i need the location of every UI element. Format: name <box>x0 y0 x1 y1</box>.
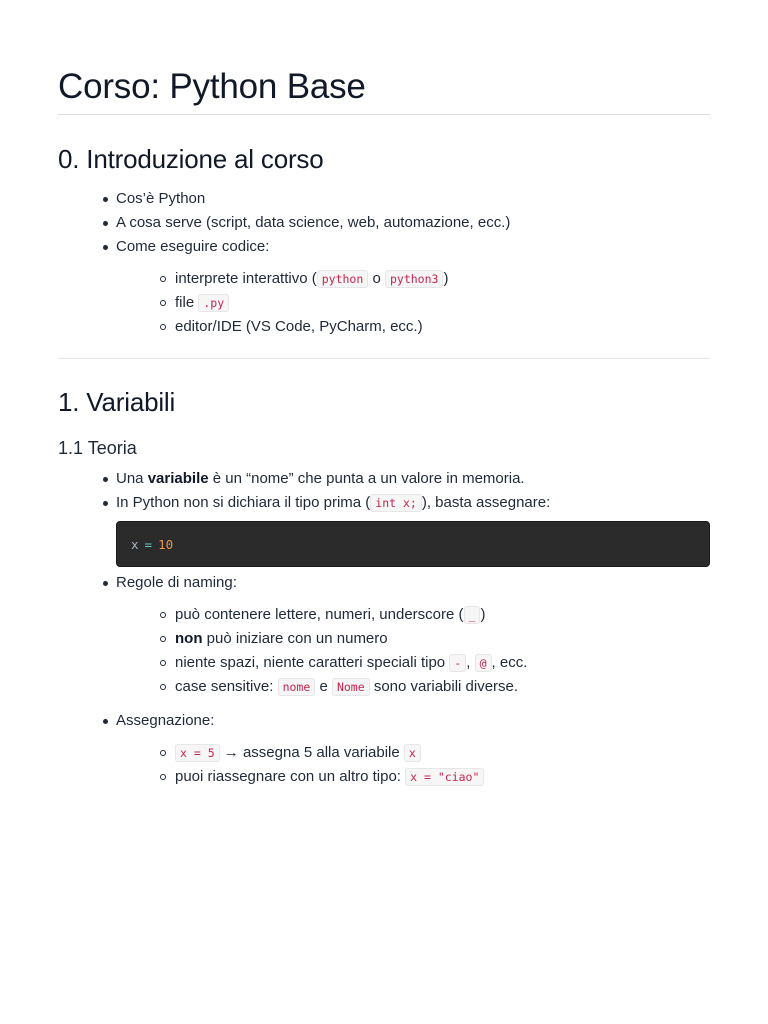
assign-text: puoi riassegnare con un altro tipo: <box>175 768 401 785</box>
rule-text: sono variabili diverse. <box>373 678 519 695</box>
assign-label: Assegnazione: <box>116 712 215 729</box>
naming-label: Regole di naming: <box>116 574 237 591</box>
rule-text: case sensitive: <box>175 678 274 695</box>
list-item <box>58 603 710 627</box>
inline-code: _ <box>464 606 481 624</box>
section-divider <box>58 358 710 359</box>
intro-item-text: A cosa serve (script, data science, web, automazione, ecc.) <box>116 214 511 231</box>
connector-text: o <box>372 270 381 287</box>
inline-code: Nome <box>332 678 370 696</box>
inline-code: - <box>449 654 466 672</box>
item-text: Una <box>116 470 144 487</box>
rule-text: può contenere lettere, numeri, underscore ( <box>175 606 464 623</box>
list-item <box>58 491 710 515</box>
intro-heading: 0. Introduzione al corso <box>58 144 324 174</box>
rule-text: , <box>466 654 471 671</box>
list-item <box>58 211 710 235</box>
inline-code: x <box>404 744 421 762</box>
title-rule <box>58 114 710 115</box>
list-item <box>58 267 710 291</box>
bold-term: non <box>175 630 203 647</box>
inline-code: int x; <box>370 494 422 512</box>
editor-text: editor/IDE (VS Code, PyCharm, ecc.) <box>175 318 423 335</box>
code-operator: = <box>144 536 153 552</box>
inline-code: x = "ciao" <box>405 768 484 786</box>
rule-text: , ecc. <box>491 654 528 671</box>
item-text: è un “nome” che punta a un valore in memoria. <box>212 470 525 487</box>
list-item <box>58 741 710 765</box>
list-item <box>58 235 710 339</box>
list-item <box>58 187 710 211</box>
naming-list <box>58 571 710 789</box>
inline-code: python <box>317 270 369 288</box>
rule-text: niente spazi, niente caratteri speciali tipo <box>175 654 446 671</box>
rule-text: ) <box>480 606 486 623</box>
theory-heading: 1.1 Teoria <box>58 438 137 458</box>
list-item <box>58 571 710 699</box>
list-item <box>58 651 710 675</box>
code-number: 10 <box>158 536 174 552</box>
inline-code: .py <box>198 294 229 312</box>
intro-list <box>58 187 710 339</box>
inline-code: nome <box>278 678 316 696</box>
list-item <box>58 675 710 699</box>
intro-item-text: Cos’è Python <box>116 190 206 207</box>
inline-code: x = 5 <box>175 744 220 762</box>
inline-code: @ <box>475 654 492 672</box>
intro-item-text: Come eseguire codice: <box>116 238 270 255</box>
code-block <box>116 521 710 567</box>
rule-text: e <box>319 678 328 695</box>
theory-list <box>58 467 710 515</box>
file-text: file <box>175 294 195 311</box>
run-options-list <box>58 267 710 339</box>
list-item <box>58 315 710 339</box>
naming-rules-list <box>58 603 710 699</box>
variables-heading: 1. Variabili <box>58 387 176 417</box>
page-title: Corso: Python Base <box>58 67 366 106</box>
assign-list <box>58 741 710 789</box>
list-item <box>58 467 710 491</box>
item-text: In Python non si dichiara il tipo prima ( <box>116 494 371 511</box>
item-text: ), basta assegnare: <box>421 494 551 511</box>
paren-text: ) <box>443 270 449 287</box>
assign-text: → assegna 5 alla variabile <box>223 744 400 761</box>
list-item <box>58 765 710 789</box>
list-item <box>58 709 710 789</box>
interpreter-text: interprete interattivo ( <box>175 270 317 287</box>
bold-term: variabile <box>147 470 209 487</box>
list-item <box>58 627 710 651</box>
code-variable: x <box>131 536 139 552</box>
rule-text: può iniziare con un numero <box>206 630 388 647</box>
list-item <box>58 291 710 315</box>
inline-code: python3 <box>385 270 443 288</box>
